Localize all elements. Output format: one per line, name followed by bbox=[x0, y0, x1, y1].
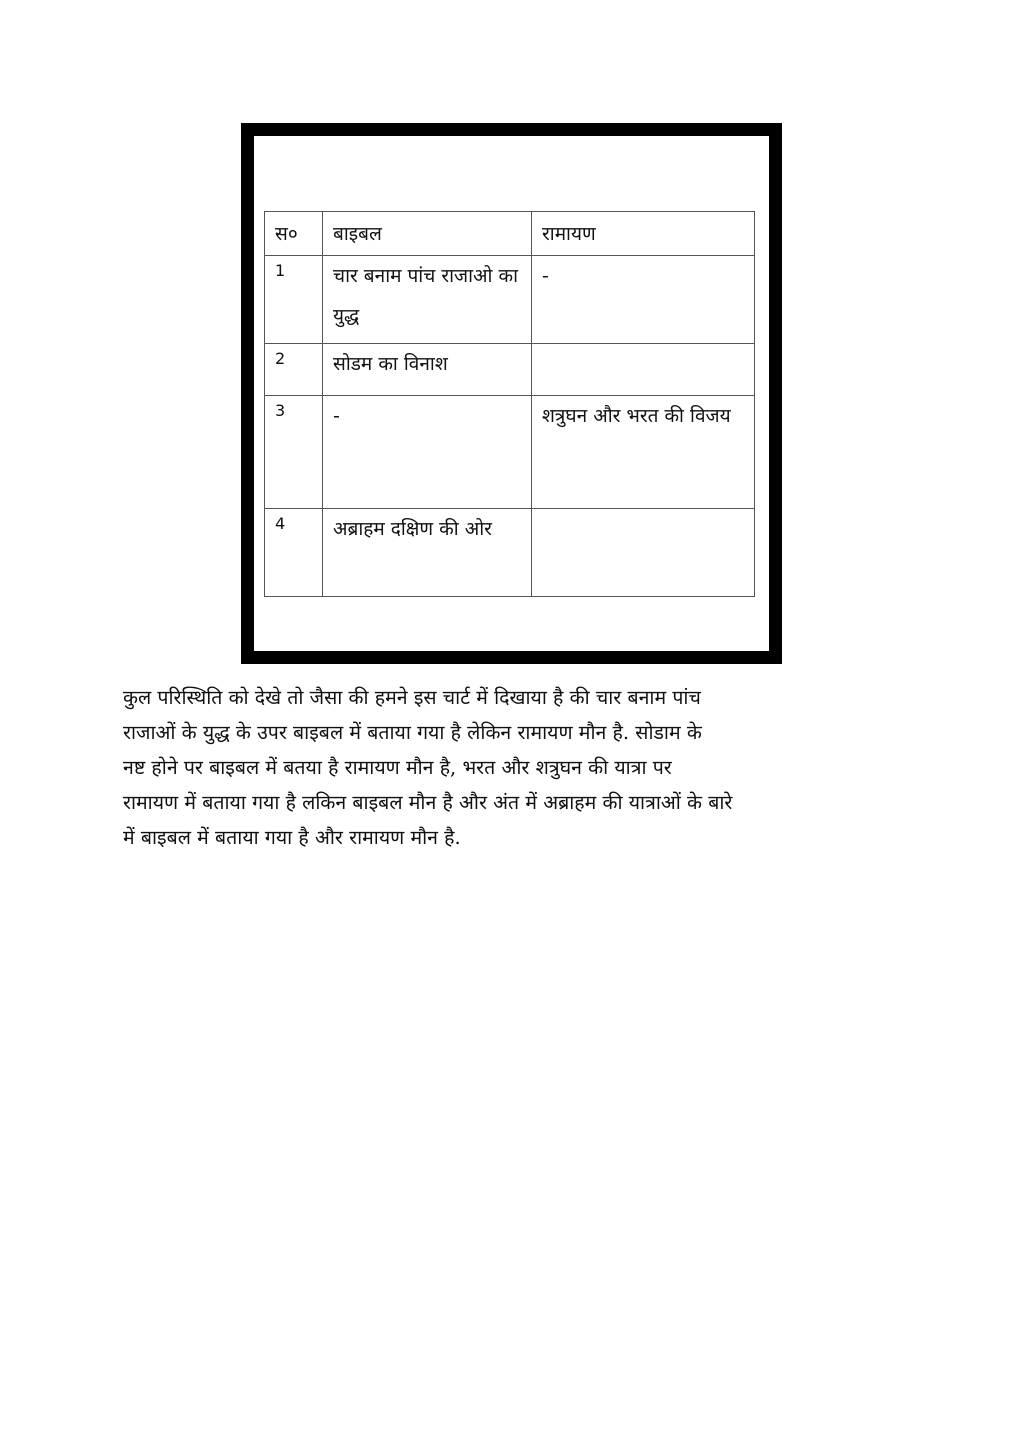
row-number: 1 bbox=[265, 256, 323, 344]
table-row bbox=[265, 509, 755, 597]
table-row bbox=[265, 256, 755, 344]
bible-cell: - bbox=[323, 396, 532, 509]
table-row bbox=[265, 344, 755, 396]
table-figure-frame bbox=[241, 123, 782, 664]
header-ramayan: रामायण bbox=[532, 212, 755, 256]
bible-cell: अब्राहम दक्षिण की ओर bbox=[323, 509, 532, 597]
paragraph-line: राजाओं के युद्ध के उपर बाइबल में बताया गया है लेकिन रामायण मौन है. सोडाम के bbox=[123, 721, 702, 744]
ramayan-cell bbox=[532, 344, 755, 396]
summary-paragraph bbox=[123, 680, 903, 855]
row-number: 2 bbox=[265, 344, 323, 396]
paragraph-line: रामायण में बताया गया है लकिन बाइबल मौन है और अंत में अब्राहम की यात्राओं के बारे bbox=[123, 791, 733, 814]
bible-cell: सोडम का विनाश bbox=[323, 344, 532, 396]
ramayan-cell: शत्रुघन और भरत की विजय bbox=[532, 396, 755, 509]
paragraph-line: कुल परिस्थिति को देखे तो जैसा की हमने इस चार्ट में दिखाया है की चार बनाम पांच bbox=[123, 686, 701, 709]
comparison-table bbox=[264, 211, 755, 597]
header-bible: बाइबल bbox=[323, 212, 532, 256]
table-row bbox=[265, 396, 755, 509]
paragraph-line: में बाइबल में बताया गया है और रामायण मौन है. bbox=[123, 826, 461, 849]
table-header-row bbox=[265, 212, 755, 256]
ramayan-cell bbox=[532, 509, 755, 597]
row-number: 3 bbox=[265, 396, 323, 509]
bible-cell: चार बनाम पांच राजाओ का युद्ध bbox=[323, 256, 532, 344]
ramayan-cell: - bbox=[532, 256, 755, 344]
row-number: 4 bbox=[265, 509, 323, 597]
header-serial: स० bbox=[265, 212, 323, 256]
paragraph-line: नष्ट होने पर बाइबल में बतया है रामायण मौन है, भरत और शत्रुघन की यात्रा पर bbox=[123, 756, 672, 779]
